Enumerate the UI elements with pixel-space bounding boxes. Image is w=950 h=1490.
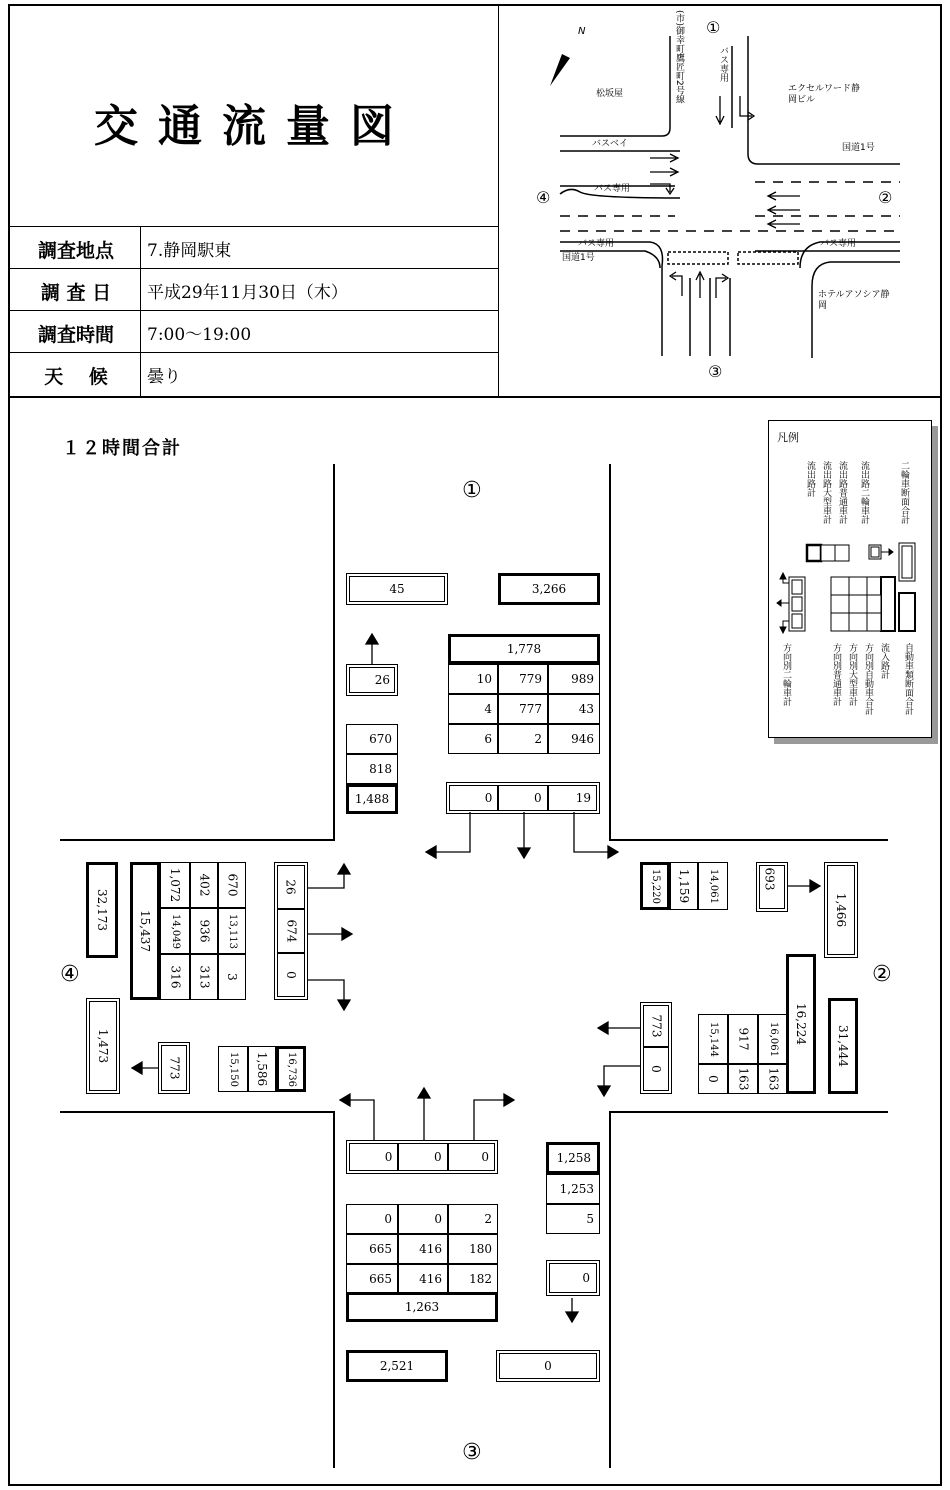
north-twowheel-straight: 0 [498,785,547,811]
east-grid-0-1: 917 [728,1014,758,1064]
west-grid-2-0: 316 [160,954,190,1000]
east-grid-1-0: 0 [698,1064,728,1094]
west-out-twowheel: 773 [158,1042,190,1094]
west-out-normal: 15,150 [218,1046,248,1092]
map-marker-3: ③ [708,362,723,381]
west-twowheel-right: 26 [277,865,305,909]
label-date: 調 査 日 [40,282,112,304]
west-twowheel-straight: 674 [277,909,305,953]
north-out-total: 1,488 [346,784,398,814]
west-grid-0-1: 402 [190,862,218,908]
east-twowheel-cross: 1,466 [824,862,858,958]
north-grid-1-1: 777 [498,694,548,724]
south-grid-2-0: 665 [346,1264,398,1294]
south-twowheel-left: 0 [349,1143,398,1171]
west-twowheel-cross: 1,473 [86,998,120,1094]
east-grid-0-2: 16,061 [758,1014,788,1064]
map-label-bus-only-w: バス専用 [594,184,631,194]
map-label-matsuzakaya: 松坂屋 [596,89,624,99]
south-twowheel-right: 0 [448,1143,495,1171]
map-label-north-arrow: N [578,26,586,37]
map-label-excel: エクセルワード静岡ビル [788,84,861,105]
north-grid-1-2: 43 [548,694,600,724]
north-twowheel-left: 0 [449,785,498,811]
east-in-total: 16,224 [786,954,816,1094]
north-grid-0-0: 10 [448,664,498,694]
label-time: 調査時間 [37,324,114,346]
label-weather: 天 候 [44,366,108,388]
label-location: 調査地点 [37,240,114,262]
north-grid-1-0: 4 [448,694,498,724]
south-grid-1-1: 416 [398,1234,448,1264]
south-grid-1-0: 665 [346,1234,398,1264]
value-location: 7.静岡駅東 [147,241,232,261]
legend-top-label-0: 流出路計 [805,461,815,497]
south-out-total: 1,258 [546,1142,600,1174]
north-twowheel-cross: 45 [346,573,448,605]
south-in-total: 1,263 [346,1292,498,1322]
north-twowheel-dir [446,782,600,814]
south-out-large: 5 [546,1204,600,1234]
west-grid-2-1: 313 [190,954,218,1000]
north-in-total: 1,778 [448,634,600,664]
legend-top-label-4: 二輪車断面合計 [899,461,909,524]
map-label-busbay: バスベイ [592,139,629,149]
legend-top-label-3: 流出路二輪車計 [859,461,869,524]
east-out-total: 15,220 [640,862,670,910]
map-marker-4: ④ [536,188,551,207]
west-twowheel-dir [274,862,308,1000]
west-grid-2-2: 3 [218,954,246,1000]
west-out-total: 16,736 [276,1046,306,1092]
north-out-large: 818 [346,754,398,784]
map-label-route1-w: 国道1号 [562,253,595,263]
west-grid-0-2: 670 [218,862,246,908]
west-twowheel-left: 0 [277,953,305,997]
marker-west: ④ [60,962,80,987]
map-label-road-north: (市)御幸町鷹匠町2号線 [674,10,684,104]
north-out-normal: 670 [346,724,398,754]
east-out-large: 1,159 [670,862,698,910]
north-grid-2-1: 2 [498,724,548,754]
marker-south: ③ [462,1440,482,1465]
legend-bottom-label-3: 方向別自動車合計 [863,643,873,715]
map-label-hotel: ホテルアソシア静岡 [818,290,890,311]
map-marker-2: ② [878,188,893,207]
west-grid-1-0: 14,049 [160,908,190,954]
value-date: 平成29年11月30日（木） [147,283,348,303]
south-grid-0-2: 2 [448,1204,498,1234]
marker-east: ② [872,962,892,987]
legend-bottom-label-0: 方向別二輪車計 [781,643,791,706]
legend-title: 凡例 [777,431,799,444]
legend-bottom-label-2: 方向別大型車計 [847,643,857,706]
west-out-large: 1,586 [248,1046,276,1092]
east-grid-0-0: 15,144 [698,1014,728,1064]
east-twowheel-straight: 773 [643,1005,669,1047]
south-grid-2-1: 416 [398,1264,448,1294]
value-weather: 曇り [147,367,181,387]
legend-top-label-1: 流出路大型車計 [821,461,831,524]
map-label-bus-only-se: バス専用 [820,239,857,249]
subtitle: １２時間合計 [62,438,182,459]
map-marker-1: ① [706,18,721,37]
north-grid-2-0: 6 [448,724,498,754]
map-label-bus-only-sw: バス専用 [578,239,615,249]
south-grid-1-2: 180 [448,1234,498,1264]
south-grid-0-0: 0 [346,1204,398,1234]
north-grid-0-1: 779 [498,664,548,694]
marker-north: ① [462,478,482,503]
west-cross-total: 32,173 [86,862,118,958]
south-twowheel-dir [346,1140,498,1174]
map-label-bus-only-n: バス専用 [718,46,728,82]
legend-top-label-2: 流出路普通車計 [837,461,847,524]
south-grid-0-1: 0 [398,1204,448,1234]
west-grid-1-2: 13,113 [218,908,246,954]
east-out-twowheel: 693 [756,862,788,912]
south-grid-2-2: 182 [448,1264,498,1294]
east-cross-total: 31,444 [828,998,858,1094]
south-twowheel-straight: 0 [398,1143,447,1171]
map-label-route1-e: 国道1号 [842,143,875,153]
legend-bottom-label-1: 方向別普通車計 [831,643,841,706]
east-out-normal: 14,061 [698,862,728,910]
west-grid-1-1: 936 [190,908,218,954]
north-twowheel-right: 19 [548,785,597,811]
east-twowheel-dir [640,1002,672,1094]
south-twowheel-cross: 0 [496,1350,600,1382]
north-cross-total: 3,266 [498,573,600,605]
east-grid-1-1: 163 [728,1064,758,1094]
north-grid-0-2: 989 [548,664,600,694]
west-in-total: 15,437 [130,862,160,1000]
legend-box [768,420,932,738]
north-grid-2-2: 946 [548,724,600,754]
south-out-twowheel: 0 [546,1260,600,1296]
east-twowheel-left: 0 [643,1047,669,1091]
page-title: 交通流量図 [94,101,414,152]
legend-bottom-label-5: 自動車類断面合計 [903,643,913,715]
north-out-twowheel: 26 [346,664,398,696]
west-grid-0-0: 1,072 [160,862,190,908]
value-time: 7:00〜19:00 [147,325,252,345]
legend-bottom-label-4: 流入路計 [879,643,889,679]
south-out-normal: 1,253 [546,1174,600,1204]
south-cross-total: 2,521 [346,1350,448,1382]
east-grid-1-2: 163 [758,1064,788,1094]
